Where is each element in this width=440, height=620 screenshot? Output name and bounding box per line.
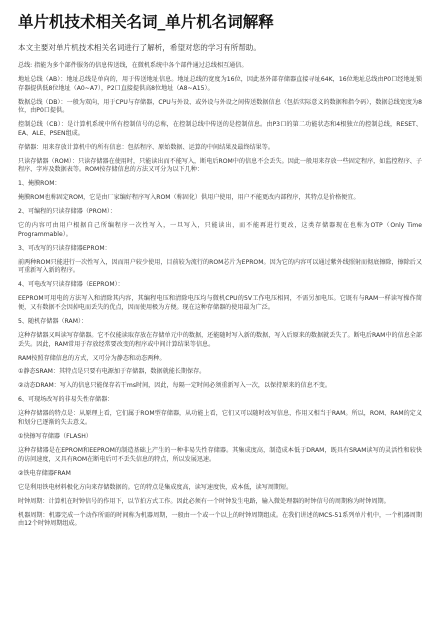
- page-title: 单片机技术相关名词_单片机名词解释: [18, 13, 274, 31]
- heading-eprom: 3、可改写的只读存储器EPROM：: [18, 244, 111, 252]
- paragraph-data-bus: 数据总线（DB）：一般为双向，用于CPU与存储器，CPU与外设、或外设与外设之间传送数据信息（包括实际意义的数据和指令码），数据总线宽度为8位，由P0口提供。: [18, 98, 422, 115]
- paragraph-flash: 这种存储器是在EPROM和EEPROM的制造基础上产生的一种非易失性存储器。其集成度高，制造成本低于DRAM，既具有SRAM读写的灵活性和较快的访问速度，又具有ROM在断电后可不丢失信息的特点，所以发展迅速。: [18, 447, 422, 463]
- heading-fram: ②铁电存储器FRAM: [18, 469, 71, 477]
- heading-nonvolatile: 6、可现场改写的非易失性存储器：: [18, 396, 114, 404]
- paragraph-machine-cycle: 机器周期：机器完成一个动作所需的时间称为机器周期，一般由一个或一个以上的时钟周期组成。在我们讲述的MCS-51系列单片机中，一个机器周期由12个时钟周期组成。: [18, 511, 422, 528]
- heading-ram: 5、随机存储器（RAM）：: [18, 317, 88, 325]
- paragraph-mask-rom: 掩膜ROM也称固定ROM，它是由厂家编好程序写入ROM（称固化）供用户使用，用户不能更改内部程序，其特点是价格便宜。: [18, 194, 360, 202]
- paragraph-prom: 它的内容可由用户根据自己所编程序一次性写入，一旦写入，只能读出，而不能再进行更改，这类存储器现在也称为OTP（Only Time Programmable）。: [18, 222, 422, 238]
- heading-prom: 2、可编程的只读存储器（PROM）：: [18, 208, 117, 216]
- paragraph-fram: 它是利用铁电材料极化方向来存储数据的。它的特点是集成度高，读写速度快，成本低，读写周期短。: [18, 483, 293, 491]
- intro-paragraph: 本文主要对单片机技术相关名词进行了解析，希望对您的学习有所帮助。: [18, 43, 261, 52]
- paragraph-bus: 总线: 指能为多个部件服务的信息传送线，在微机系统中各个部件通过总线相互通信。: [18, 62, 248, 69]
- paragraph-eprom: 前两种ROM只能进行一次性写入，因而用户较少使用，目前较为流行的ROM芯片为EPROM。因为它的内容可以通过紫外线照射而彻底擦除，擦除后又可重新写入新的程序。: [18, 258, 422, 275]
- paragraph-ram-types: RAM按照存储信息的方式，又可分为静态和动态两种。: [18, 354, 166, 362]
- paragraph-memory: 存储器：用来存放计算机中的所有信息：包括程序、原始数据、运算的中间结果及最终结果等。: [18, 143, 274, 151]
- heading-eeprom: 4、可电改写只读存储器（EEPROM）：: [18, 281, 124, 289]
- paragraph-eeprom: EEPROM可用电的方法写入和清除其内容，其编程电压和清除电压均与微机CPU的5V工作电压相同，不需另加电压。它既有与RAM一样读写操作简便，又有数据不会因掉电而丢失的优点，因而使用极为方便。现在这种存储器的使用最为广泛。: [18, 295, 422, 311]
- paragraph-clock-cycle: 时钟周期：计算机在时钟信号的作用下，以节拍方式工作。因此必须有一个时钟发生电路，输入微处理器的时钟信号的周期称为时钟周期。: [18, 497, 390, 505]
- paragraph-sram: ①静态SRAM：其特点是只要有电源加于存储器，数据就能长期保存。: [18, 368, 206, 376]
- paragraph-dram: ②动态DRAM：写入的信息只能保存若干ms时间，因此，每隔一定时间必须重新写入一次，以保持原来的信息不变。: [18, 382, 331, 390]
- heading-mask-rom: 1、掩膜ROM：: [18, 180, 61, 188]
- paragraph-address-bus: 地址总线（AB）：地址总线是单向的，用于传送地址信息。地址总线的宽度为16位，因此基外部存储器直接寻址64K，16位地址总线由P0口经地址锁存器提供低8位地址（A0~A7），P2口直接提供高8位地址（A8~A15）。: [18, 75, 422, 92]
- paragraph-nonvolatile: 这种存储器的特点是：从原理上看，它们属于ROM型存储器，从功能上看，它们又可以随时改写信息，作用又相当于RAM。所以，ROM、RAM的定义和划分已逐渐的失去意义。: [18, 410, 422, 427]
- article-body: [18, 62, 422, 529]
- paragraph-rom: 只读存储器（ROM）：只读存储器在使用时，只能读出而不能写入，断电后ROM中的信息不会丢失。因此一般用来存放一些固定程序，如监控程序、子程序、字库及数据表等。ROM按存储信息的方法又可分为以下几种：: [18, 157, 422, 174]
- heading-flash: ①快擦写存储器（FLASH）: [18, 433, 92, 441]
- paragraph-ram: 这种存储器又叫读写存储器。它不仅能读取存放在存储单元中的数据，还能随时写入新的数据，写入后原来的数据就丢失了。断电后RAM中的信息全部丢失。因此，RAM常用于存放经常要改变的程序或中间计算结果等信息。: [18, 331, 422, 348]
- paragraph-control-bus: 控制总线（CB）：是计算机系统中所有控制信号的总称，在控制总线中传送的是控制信息。由P3口的第二功能状态和4根独立的控制总线，RESET、EA、ALE、PSEN组成。: [18, 121, 422, 137]
